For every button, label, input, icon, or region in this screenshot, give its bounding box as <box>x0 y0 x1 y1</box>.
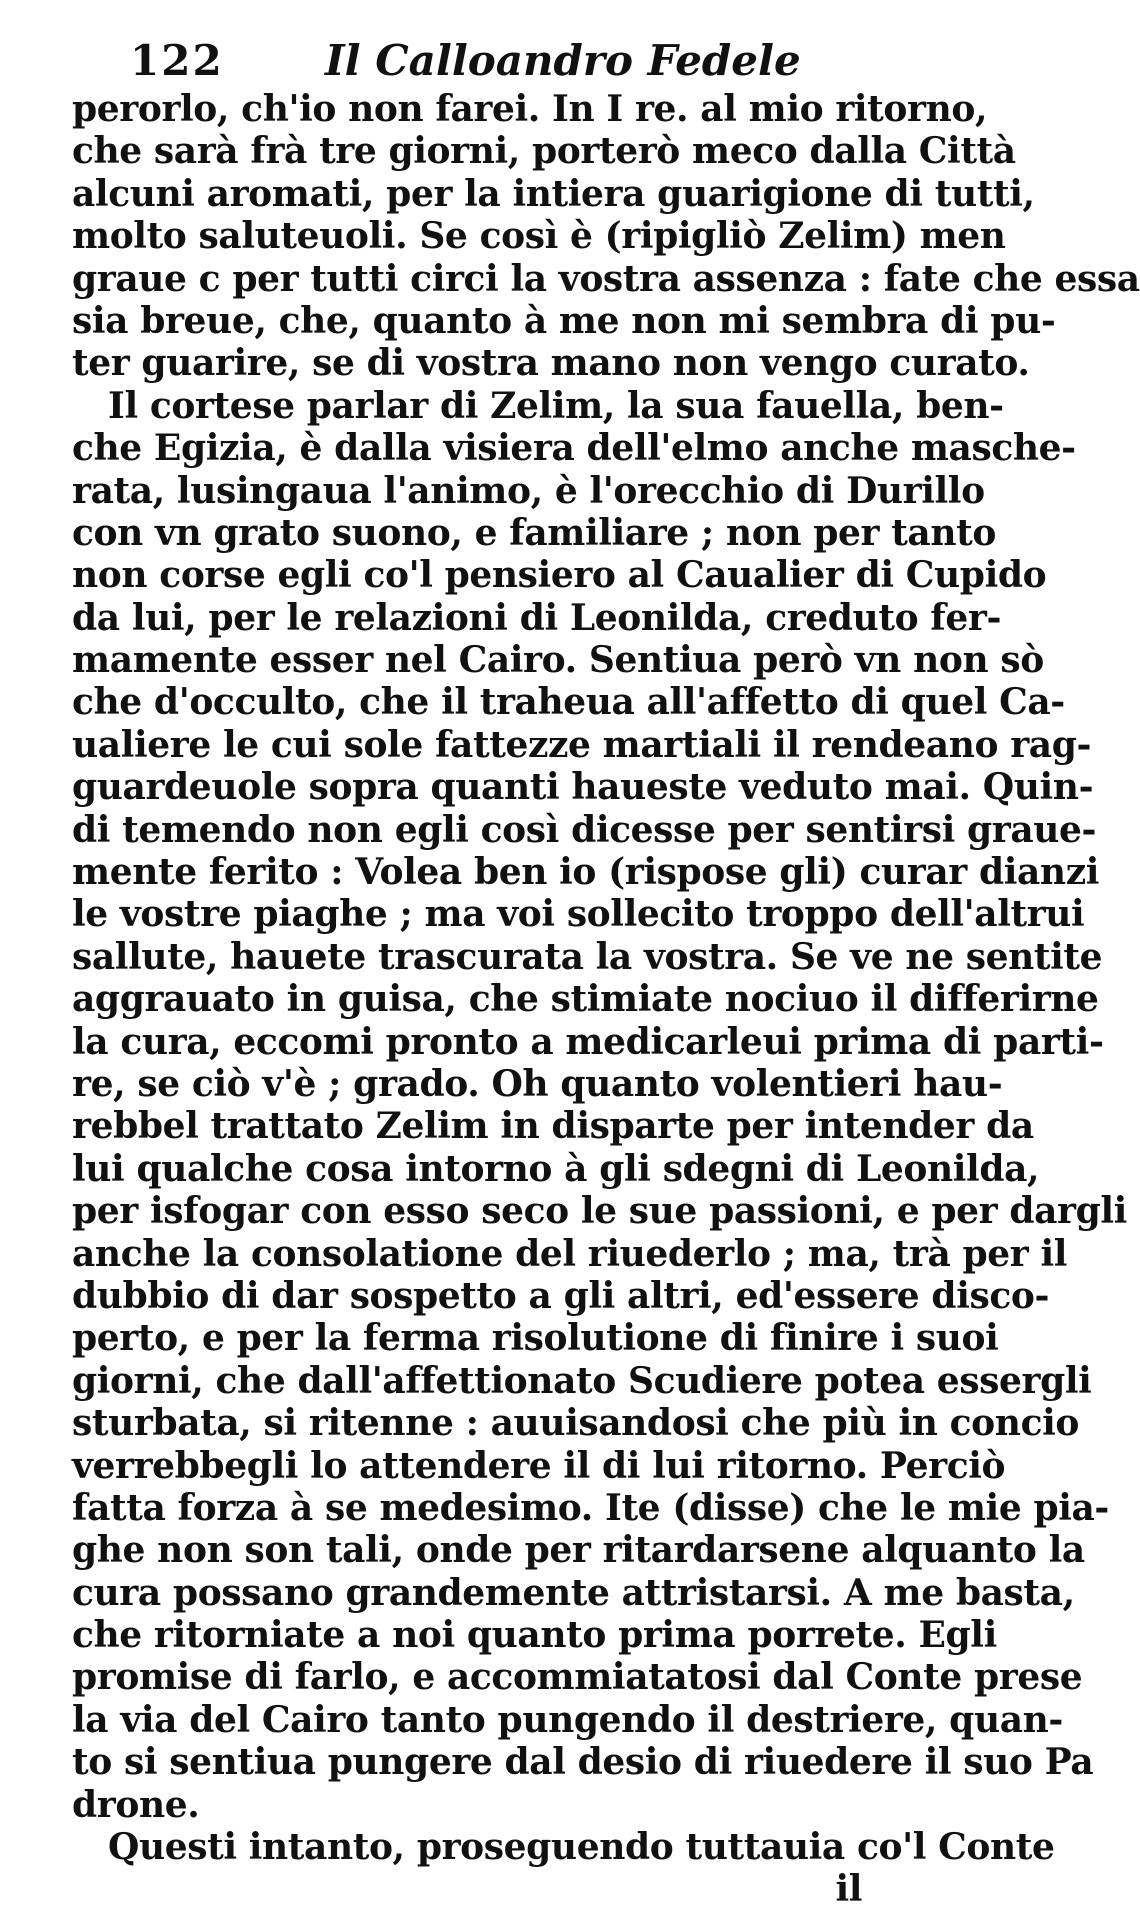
text-line: Il cortese parlar di Zelim, la sua fauella, ben- <box>108 384 1004 427</box>
text-line: di temendo non egli così dicesse per sentirsi graue- <box>72 808 1097 851</box>
text-line: ualiere le cui sole fattezze martiali il rendeano rag- <box>72 723 1092 766</box>
text-line: mente ferito : Volea ben io (rispose gli) curar dianzi <box>72 851 1100 894</box>
text-line: perto, e per la ferma risolutione di finire i suoi <box>72 1317 999 1360</box>
text-line: molto saluteuoli. Se così è (ripigliò Zelim) men <box>72 215 1006 258</box>
text-line: che d'occulto, che il traheua all'affetto di quel Ca- <box>72 681 1065 724</box>
text-line: con vn grato suono, e familiare ; non per tanto <box>72 511 996 554</box>
page-number: 122 <box>130 36 224 85</box>
running-title: Il Calloandro Fedele <box>325 36 801 85</box>
text-line: rebbel trattato Zelim in disparte per intender da <box>72 1105 1034 1148</box>
text-line: ghe non son tali, onde per ritardarsene alquanto la <box>72 1529 1085 1572</box>
text-line: sallute, hauete trascurata la vostra. Se ve ne sentite <box>72 935 1103 978</box>
text-line: la via del Cairo tanto pungendo il destriere, quan- <box>72 1698 1063 1741</box>
text-line: le vostre piaghe ; ma voi sollecito troppo dell'altrui <box>72 893 1085 936</box>
text-line: rata, lusingaua l'animo, è l'orecchio di Durillo <box>72 469 985 512</box>
text-line: da lui, per le relazioni di Leonilda, creduto fer- <box>72 596 1002 639</box>
text-line: to si sentiua pungere dal desio di riuedere il suo Pa <box>72 1741 1094 1784</box>
text-line: ter guarire, se di vostra mano non vengo curato. <box>72 342 1030 385</box>
text-line: Questi intanto, proseguendo tuttauia co'l Conte <box>108 1826 1055 1869</box>
text-line: guardeuole sopra quanti haueste veduto mai. Quin- <box>72 766 1094 809</box>
text-line: dubbio di dar sospetto a gli altri, ed'essere disco- <box>72 1274 1050 1317</box>
text-line: cura possano grandemente attristarsi. A me basta, <box>72 1571 1075 1614</box>
text-line: la cura, eccomi pronto a medicarleui prima di parti- <box>72 1020 1104 1063</box>
text-line: sturbata, si ritenne : auuisandosi che più in concio <box>72 1402 1079 1445</box>
text-line: che ritorniate a noi quanto prima porrete. Egli <box>72 1614 997 1657</box>
text-line: lui qualche cosa intorno à gli sdegni di Leonilda, <box>72 1147 1040 1190</box>
text-line: giorni, che dall'affettionato Scudiere potea essergli <box>72 1359 1092 1402</box>
text-line: alcuni aromati, per la intiera guarigione di tutti, <box>72 172 1035 215</box>
text-body <box>72 88 1140 1911</box>
catchword: il <box>835 1868 862 1911</box>
text-line: che Egizia, è dalla visiera dell'elmo anche masche- <box>72 427 1076 470</box>
text-line: perorlo, ch'io non farei. In I re. al mio ritorno, <box>72 88 988 130</box>
text-line: mamente esser nel Cairo. Sentiua però vn non sò <box>72 639 1044 682</box>
text-line: non corse egli co'l pensiero al Caualier di Cupido <box>72 554 1047 597</box>
text-line: verrebbegli lo attendere il di lui ritorno. Perciò <box>72 1444 1006 1487</box>
text-line: fatta forza à se medesimo. Ite (disse) che le mie pia- <box>72 1486 1109 1529</box>
text-line: sia breue, che, quanto à me non mi sembra di pu- <box>72 299 1056 342</box>
text-line: anche la consolatione del riuederlo ; ma, trà per il <box>72 1232 1068 1275</box>
text-line: re, se ciò v'è ; grado. Oh quanto volentieri hau- <box>72 1062 1003 1105</box>
text-line: per isfogar con esso seco le sue passioni, e per dargli <box>72 1190 1127 1233</box>
text-line: che sarà frà tre giorni, porterò meco dalla Città <box>72 130 1016 173</box>
text-line: aggrauato in guisa, che stimiate nociuo il differirne <box>72 978 1099 1021</box>
text-line: promise di farlo, e accommiatatosi dal Conte prese <box>72 1656 1083 1699</box>
page-header <box>130 36 900 92</box>
text-line: graue c per tutti circi la vostra assenza : fate che essa <box>72 257 1140 300</box>
text-line: drone. <box>72 1783 200 1826</box>
